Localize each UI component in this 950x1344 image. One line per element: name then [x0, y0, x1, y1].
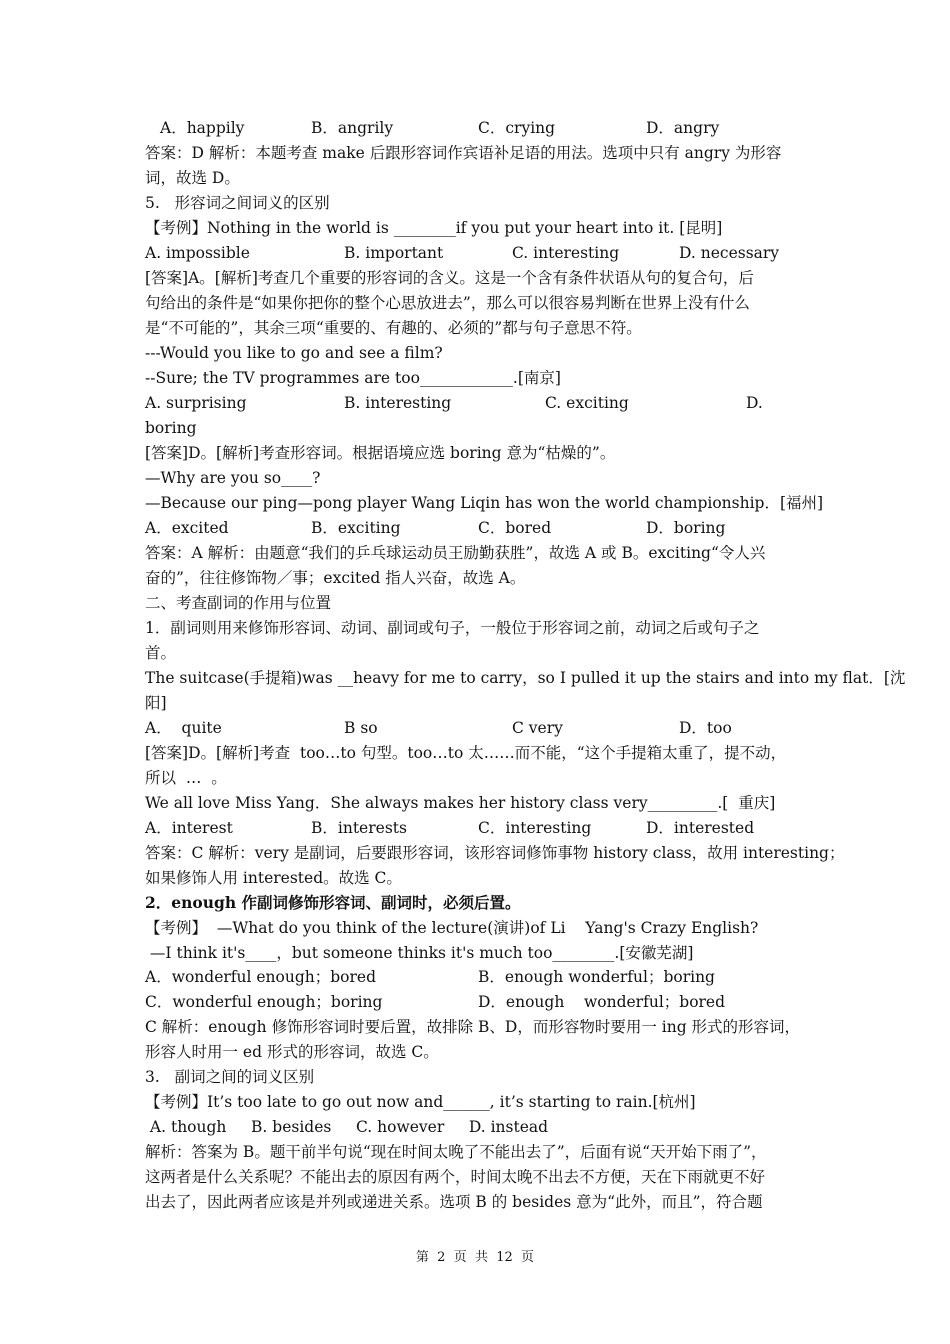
- option-a: A．excited: [145, 519, 229, 537]
- text-line: 所以 … 。: [145, 769, 227, 787]
- option-c: C. exciting: [545, 394, 629, 412]
- text-line: C 解析：enough 修饰形容词时要后置，故排除 B、D，而形容物时要用一 ing 形式的形容词，: [145, 1018, 801, 1036]
- option-d: D.: [746, 394, 763, 412]
- text-line: 形容人时用一 ed 形式的形容词，故选 C。: [145, 1043, 439, 1061]
- question-text: —Why are you so____?: [145, 469, 321, 487]
- option-b: B. important: [344, 244, 444, 262]
- option-a: A．happily: [160, 119, 245, 137]
- option-a: A．wonderful enough；bored: [145, 968, 377, 986]
- question-text: 【考例】It’s too late to go out now and______, it’s starting to rain.[杭州]: [145, 1093, 696, 1111]
- question-text: —I think it's____，but someone thinks it's much too________.[安徽芜湖]: [145, 944, 694, 962]
- option-a: A. impossible: [145, 244, 250, 262]
- option-b: B. interesting: [344, 394, 452, 412]
- question-text: We all love Miss Yang．She always makes her history class very_________.[ 重庆]: [145, 794, 776, 812]
- option-d: D．angry: [646, 119, 720, 137]
- text-line: [答案]D。[解析]考查 too…to 句型。too…to 太……而不能，“这个手提箱太重了，提不动，: [145, 744, 787, 762]
- text-line: 答案：D 解析：本题考查 make 后跟形容词作宾语补足语的用法。选项中只有 angry 为形容: [145, 144, 782, 162]
- text-line: [答案]D。[解析]考查形容词。根据语境应选 boring 意为“枯燥的”。: [145, 444, 616, 462]
- section-heading: 5. 形容词之间词义的区别: [145, 194, 330, 212]
- option-b: B．exciting: [311, 519, 401, 537]
- option-c: C very: [512, 719, 563, 737]
- question-text: ---Would you like to go and see a film?: [145, 344, 443, 362]
- question-text: The suitcase(手提箱)was __heavy for me to carry，so I pulled it up the stairs and into my flat．[沈: [145, 669, 906, 687]
- option-c: C．interesting: [478, 819, 592, 837]
- text-line: 首。: [145, 644, 177, 662]
- section-heading: 2．enough 作副词修饰形容词、副词时，必须后置。: [145, 893, 521, 912]
- option-b: B．angrily: [311, 119, 394, 137]
- question-text: —Because our ping—pong player Wang Liqin has won the world championship．[福州]: [145, 494, 824, 512]
- option-d: D. necessary: [679, 244, 780, 262]
- question-text: --Sure; the TV programmes are too____________.[南京]: [145, 369, 561, 387]
- option-b: B so: [344, 719, 378, 737]
- option-a: A．interest: [145, 819, 233, 837]
- question-text: 【考例】Nothing in the world is ________if you put your heart into it. [昆明]: [145, 219, 723, 237]
- text-line: 词，故选 D。: [145, 169, 240, 187]
- option-a: A. surprising: [145, 394, 247, 412]
- option-b: B．interests: [311, 819, 407, 837]
- text-line: 答案：C 解析：very 是副词，后要跟形容词，该形容词修饰事物 history class，故用 interesting；: [145, 844, 845, 862]
- option-c: C．bored: [478, 519, 552, 537]
- text-line: [答案]A。[解析]考查几个重要的形容词的含义。这是一个含有条件状语从句的复合句，后: [145, 269, 754, 287]
- text-line: 奋的”，往往修饰物／事；excited 指人兴奋，故选 A。: [145, 569, 526, 587]
- option-b: B．enough wonderful；boring: [478, 968, 715, 986]
- section-heading: 3. 副词之间的词义区别: [145, 1068, 315, 1086]
- option-d: D．too: [679, 719, 732, 737]
- option-a: A． quite: [145, 719, 222, 737]
- text-line: 句给出的条件是“如果你把你的整个心思放进去”，那么可以很容易判断在世界上没有什么: [145, 294, 750, 312]
- options-line: A. though B. besides C. however D. instead: [145, 1118, 549, 1136]
- option-d: D．interested: [646, 819, 755, 837]
- text-line: 这两者是什么关系呢？不能出去的原因有两个，时间太晚不出去不方便，天在下雨就更不好: [145, 1168, 766, 1186]
- section-heading: 二、考查副词的作用与位置: [145, 594, 332, 612]
- option-c: C. interesting: [512, 244, 620, 262]
- text-line: 1．副词则用来修饰形容词、动词、副词或句子，一般位于形容词之前，动词之后或句子之: [145, 619, 760, 637]
- question-text: 【考例】 —What do you think of the lecture(演讲)of Li Yang's Crazy English?: [145, 919, 759, 937]
- text-line: 出去了，因此两者应该是并列或递进关系。选项 B 的 besides 意为“此外，而且”，符合题: [145, 1193, 763, 1211]
- question-text: 阳]: [145, 694, 167, 712]
- option-d: D．boring: [646, 519, 726, 537]
- option-c: C．wonderful enough；boring: [145, 993, 383, 1011]
- text-line: 答案：A 解析：由题意“我们的乒乓球运动员王励勤获胜”，故选 A 或 B。exciting“令人兴: [145, 544, 766, 562]
- text-line: boring: [145, 419, 197, 437]
- page-footer: 第 2 页 共 12 页: [415, 1250, 535, 1265]
- text-line: 是“不可能的”，其余三项“重要的、有趣的、必须的”都与句子意思不符。: [145, 319, 642, 337]
- option-c: C．crying: [478, 119, 556, 137]
- option-d: D．enough wonderful；bored: [478, 993, 726, 1011]
- text-line: 解析：答案为 B。题干前半句说“现在时间太晚了不能出去了”，后面有说“天开始下雨了”，: [145, 1143, 767, 1161]
- text-line: 如果修饰人用 interested。故选 C。: [145, 869, 402, 887]
